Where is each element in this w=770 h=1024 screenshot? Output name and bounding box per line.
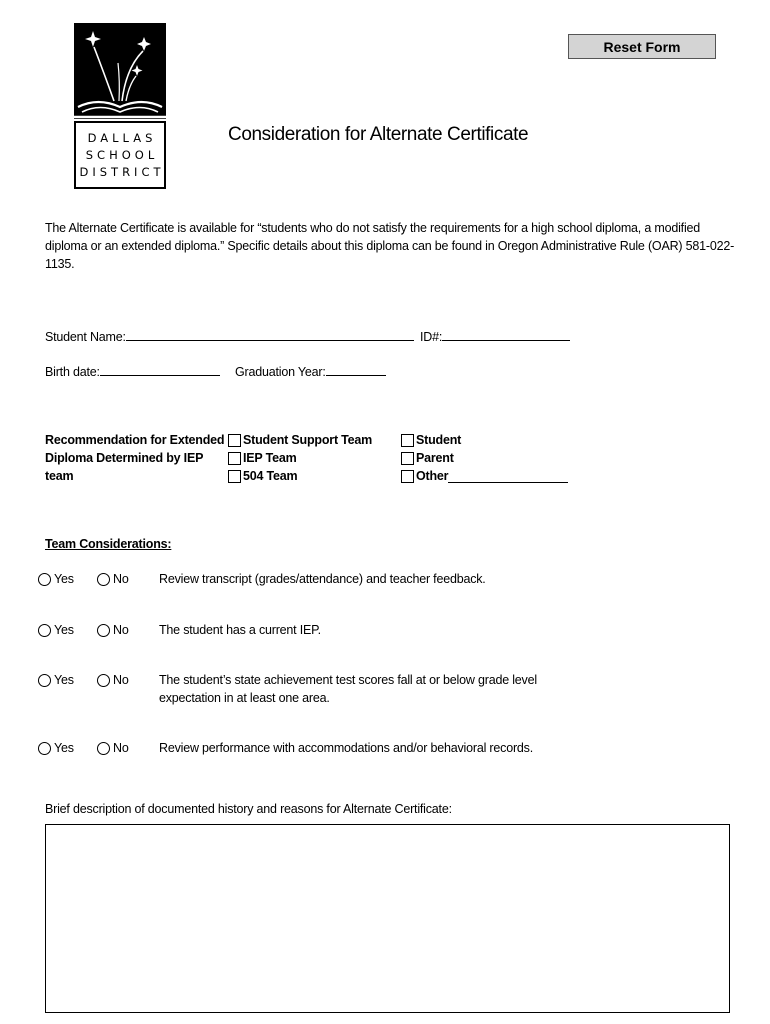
radio-circle[interactable] — [97, 573, 110, 586]
yes-radio[interactable]: Yes — [38, 572, 74, 586]
graduation-year-field[interactable] — [326, 361, 386, 376]
consideration-text: The student’s state achievement test scores fall at or below grade level — [159, 673, 537, 687]
no-radio[interactable]: No — [97, 673, 129, 687]
consideration-text: The student has a current IEP. — [159, 623, 321, 637]
option-parent[interactable]: Parent — [401, 449, 568, 467]
birth-date-row — [45, 361, 220, 379]
student-name-label: Student Name: — [45, 330, 126, 344]
logo-line-3: DISTRICT — [79, 164, 165, 179]
logo-emblem — [74, 23, 166, 119]
recommendation-label: Recommendation for Extended Diploma Determined by IEP team — [45, 433, 225, 483]
radio-circle[interactable] — [97, 742, 110, 755]
checkbox[interactable] — [228, 452, 241, 465]
no-radio[interactable]: No — [97, 741, 129, 755]
yes-radio[interactable]: Yes — [38, 623, 74, 637]
consideration-text: Review performance with accommodations and/or behavioral records. — [159, 741, 533, 755]
birth-date-field[interactable] — [100, 361, 220, 376]
student-name-row — [45, 326, 414, 344]
intro-paragraph: The Alternate Certificate is available for “students who do not satisfy the requirements for a high school diploma, a modified diploma or an extended diploma.” Specific details about this diploma can be found in Oregon Administrative Rule (OAR) 581-022-1135. — [45, 221, 735, 271]
description-textarea[interactable] — [45, 824, 730, 1013]
no-radio[interactable]: No — [97, 623, 129, 637]
radio-circle[interactable] — [38, 742, 51, 755]
radio-circle[interactable] — [97, 624, 110, 637]
option-iep-team[interactable]: IEP Team — [228, 449, 372, 467]
district-logo-text — [74, 121, 166, 189]
id-field[interactable] — [442, 326, 570, 341]
id-label: ID#: — [420, 330, 443, 344]
other-field[interactable] — [448, 470, 568, 483]
description-label: Brief description of documented history and reasons for Alternate Certificate: — [45, 802, 452, 816]
checkbox[interactable] — [401, 470, 414, 483]
yes-radio[interactable]: Yes — [38, 741, 74, 755]
checkbox[interactable] — [401, 452, 414, 465]
option-504-team[interactable]: 504 Team — [228, 467, 372, 485]
option-student[interactable]: Student — [401, 431, 568, 449]
team-considerations-heading: Team Considerations: — [45, 537, 172, 551]
consideration-text-continued: expectation in at least one area. — [159, 691, 330, 705]
checkbox[interactable] — [228, 434, 241, 447]
logo-line-2: SCHOOL — [85, 147, 159, 162]
consideration-text: Review transcript (grades/attendance) and teacher feedback. — [159, 572, 486, 586]
reset-form-button[interactable]: Reset Form — [568, 34, 716, 59]
yes-radio[interactable]: Yes — [38, 673, 74, 687]
checkbox[interactable] — [401, 434, 414, 447]
id-row — [420, 326, 570, 344]
option-student-support-team[interactable]: Student Support Team — [228, 431, 372, 449]
recommendation-options-col2 — [401, 431, 568, 485]
recommendation-options-col1 — [228, 431, 372, 485]
logo-line-1: DALLAS — [87, 130, 157, 145]
page-title: Consideration for Alternate Certificate — [228, 124, 529, 145]
radio-circle[interactable] — [38, 624, 51, 637]
radio-circle[interactable] — [38, 674, 51, 687]
student-name-field[interactable] — [126, 326, 414, 341]
option-other[interactable]: Other — [401, 467, 568, 485]
radio-circle[interactable] — [38, 573, 51, 586]
birth-date-label: Birth date: — [45, 365, 100, 379]
graduation-year-row — [235, 361, 386, 379]
no-radio[interactable]: No — [97, 572, 129, 586]
graduation-year-label: Graduation Year: — [235, 365, 326, 379]
checkbox[interactable] — [228, 470, 241, 483]
open-book-stars-icon — [74, 23, 166, 119]
radio-circle[interactable] — [97, 674, 110, 687]
